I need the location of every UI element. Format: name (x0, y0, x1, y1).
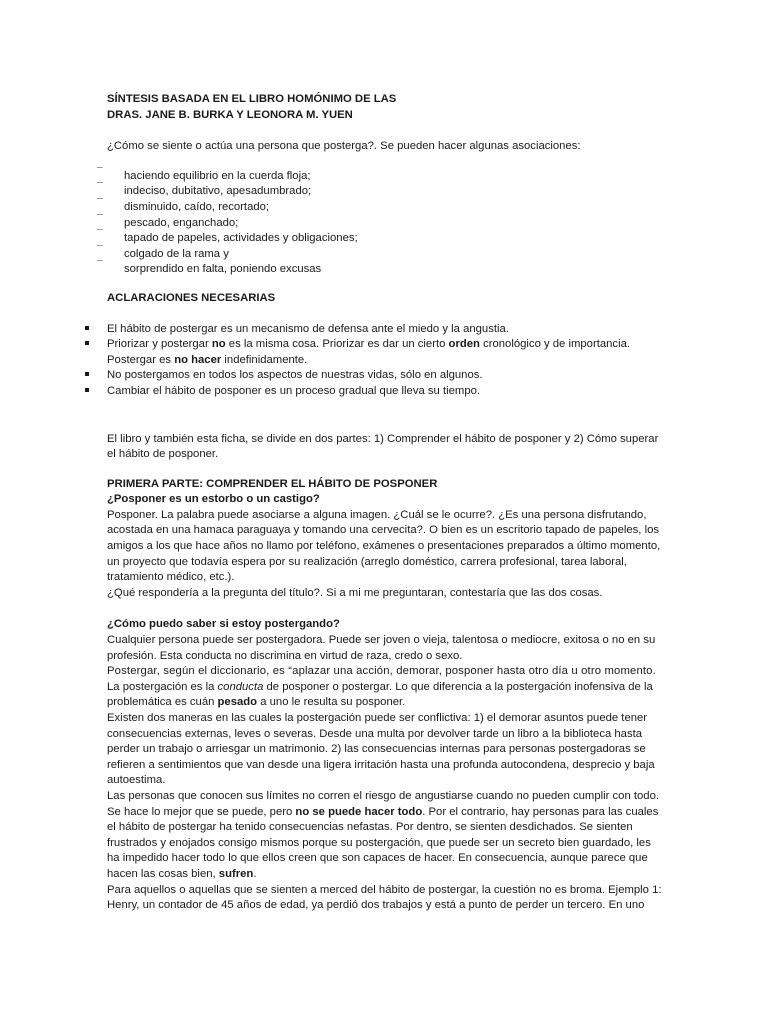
list-item: ¯ pescado, enganchado; (97, 213, 239, 229)
estorbo-heading: ¿Posponer es un estorbo o un castigo? (107, 493, 320, 506)
dash-marker: ¯ (97, 197, 103, 209)
intro-paragraph: ¿Cómo se siente o actúa una persona que posterga?. Se pueden hacer algunas asociaciones: (107, 140, 581, 153)
title-line-1: SÍNTESIS BASADA EN EL LIBRO HOMÓNIMO DE LAS (107, 93, 397, 105)
dash-marker: ¯ (97, 260, 103, 272)
list-item: ¯ colgado de la rama y (97, 244, 229, 260)
dash-marker: ¯ (97, 166, 103, 178)
aclaraciones-heading: ACLARACIONES NECESARIAS (107, 291, 276, 304)
primera-parte-heading: PRIMERA PARTE: COMPRENDER EL HÁBITO DE POSPONER (107, 477, 438, 490)
square-bullet-icon (85, 388, 89, 392)
aclaraciones-list (107, 322, 663, 400)
dash-marker: ¯ (97, 213, 103, 225)
estorbo-paragraph: Posponer. La palabra puede asociarse a alguna imagen. ¿Cuál se le ocurre?. ¿Es una persona disfrutando, acostada en una hamaca paraguaya y tomando una cervecita?. O bien es un escritorio tapado de papeles, los amigos a los que hace años no llamo por teléfono, exámenes o presentaciones preparados a último momento, un proyecto que todavía espera por su realización (arreglo doméstico, carrera profesional, tarea laboral, tratamiento médico, etc.). (107, 508, 661, 584)
list-item: Priorizar y postergar no es la misma cosa. Priorizar es dar un cierto orden cronológico y de importancia. Postergar es no hacer indefinidamente. (107, 337, 663, 368)
list-item: ¯ indeciso, dubitativo, apesadumbrado; (97, 182, 312, 198)
estorbo-paragraph-2: ¿Qué respondería a la pregunta del título?. Si a mi me preguntaran, contestaría que las dos cosas. (107, 586, 603, 599)
square-bullet-icon (85, 372, 89, 376)
square-bullet-icon (85, 341, 89, 345)
list-item: ¯ haciendo equilibrio en la cuerda floja; (97, 166, 311, 182)
list-item: Cambiar el hábito de posponer es un proceso gradual que lleva su tiempo. (107, 384, 663, 400)
dash-marker: ¯ (97, 229, 103, 241)
list-item: El hábito de postergar es un mecanismo de defensa ante el miedo y la angustia. (107, 322, 663, 338)
como-paragraph-1: Cualquier persona puede ser postergadora. Puede ser joven o vieja, talentosa o mediocre, exitosa o no en su profesión. Esta conducta no discrimina en virtud de raza, credo o sexo. (107, 634, 656, 662)
title-line-2: DRAS. JANE B. BURKA Y LEONORA M. YUEN (107, 108, 353, 121)
como-paragraph-5: Para aquellos o aquellas que se sienten a merced del hábito de postergar, la cuestión no es broma. Ejemplo 1: Henry, un contador de 45 años de edad, ya perdió dos trabajos y está a punto de perder un tercero. En uno (107, 883, 662, 912)
como-paragraph-3: Existen dos maneras en las cuales la postergación puede ser conflictiva: 1) el demorar asuntos puede tener consecuencias externas, leves o severas. Desde una multa por devolver tarde un libro a la biblioteca hasta perder un trabajo o arriesgar un matrimonio. 2) las consecuencias internas para personas postergadoras se refieren a sentimientos que van desde una ligera irritación hasta una profunda autocondena, desprecio y baja autoestima. (107, 712, 655, 787)
como-paragraph-4: Las personas que conocen sus límites no corren el riesgo de angustiarse cuando no pueden cumplir con todo. Se hace lo mejor que se puede, pero no se puede hacer todo. Por el contrario, hay personas para las cuales el hábito de postergar ha tenido consecuencias nefastas. Por dentro, se sienten desdichados. Se sienten frustrados y enojados consigo mismos porque su postergación, que puede ser un secreto bien guardado, les ha impedido hacer todo lo que ellos creen que son capaces de hacer. En consecuencia, aunque parece que hacen las cosas bien, sufren. (107, 789, 660, 880)
libro-paragraph: El libro y también esta ficha, se divide en dos partes: 1) Comprender el hábito de posponer y 2) Cómo superar el hábito de posponer. (107, 432, 659, 461)
associations-list (97, 166, 663, 278)
square-bullet-icon (85, 326, 89, 330)
dash-marker: ¯ (97, 182, 103, 194)
dash-marker: ¯ (97, 244, 103, 256)
list-item: ¯ disminuido, caído, recortado; (97, 197, 270, 213)
document-body (97, 92, 663, 914)
list-item: No postergamos en todos los aspectos de nuestras vidas, sólo en algunos. (107, 368, 663, 384)
como-heading: ¿Cómo puedo saber si estoy postergando? (107, 618, 340, 631)
list-item: ¯ sorprendido en falta, poniendo excusas (97, 260, 322, 276)
list-item: ¯ tapado de papeles, actividades y obligaciones; (97, 229, 358, 245)
document-title (107, 92, 663, 123)
como-paragraph-2: Postergar, según el diccionario, es “aplazar una acción, demorar, posponer hasta otro día u otro momento. La postergación es la conducta de posponer o postergar. Lo que diferencia a la postergación inofensiva de la problemática es cuán pesado a uno le resulta su posponer. (107, 665, 656, 709)
